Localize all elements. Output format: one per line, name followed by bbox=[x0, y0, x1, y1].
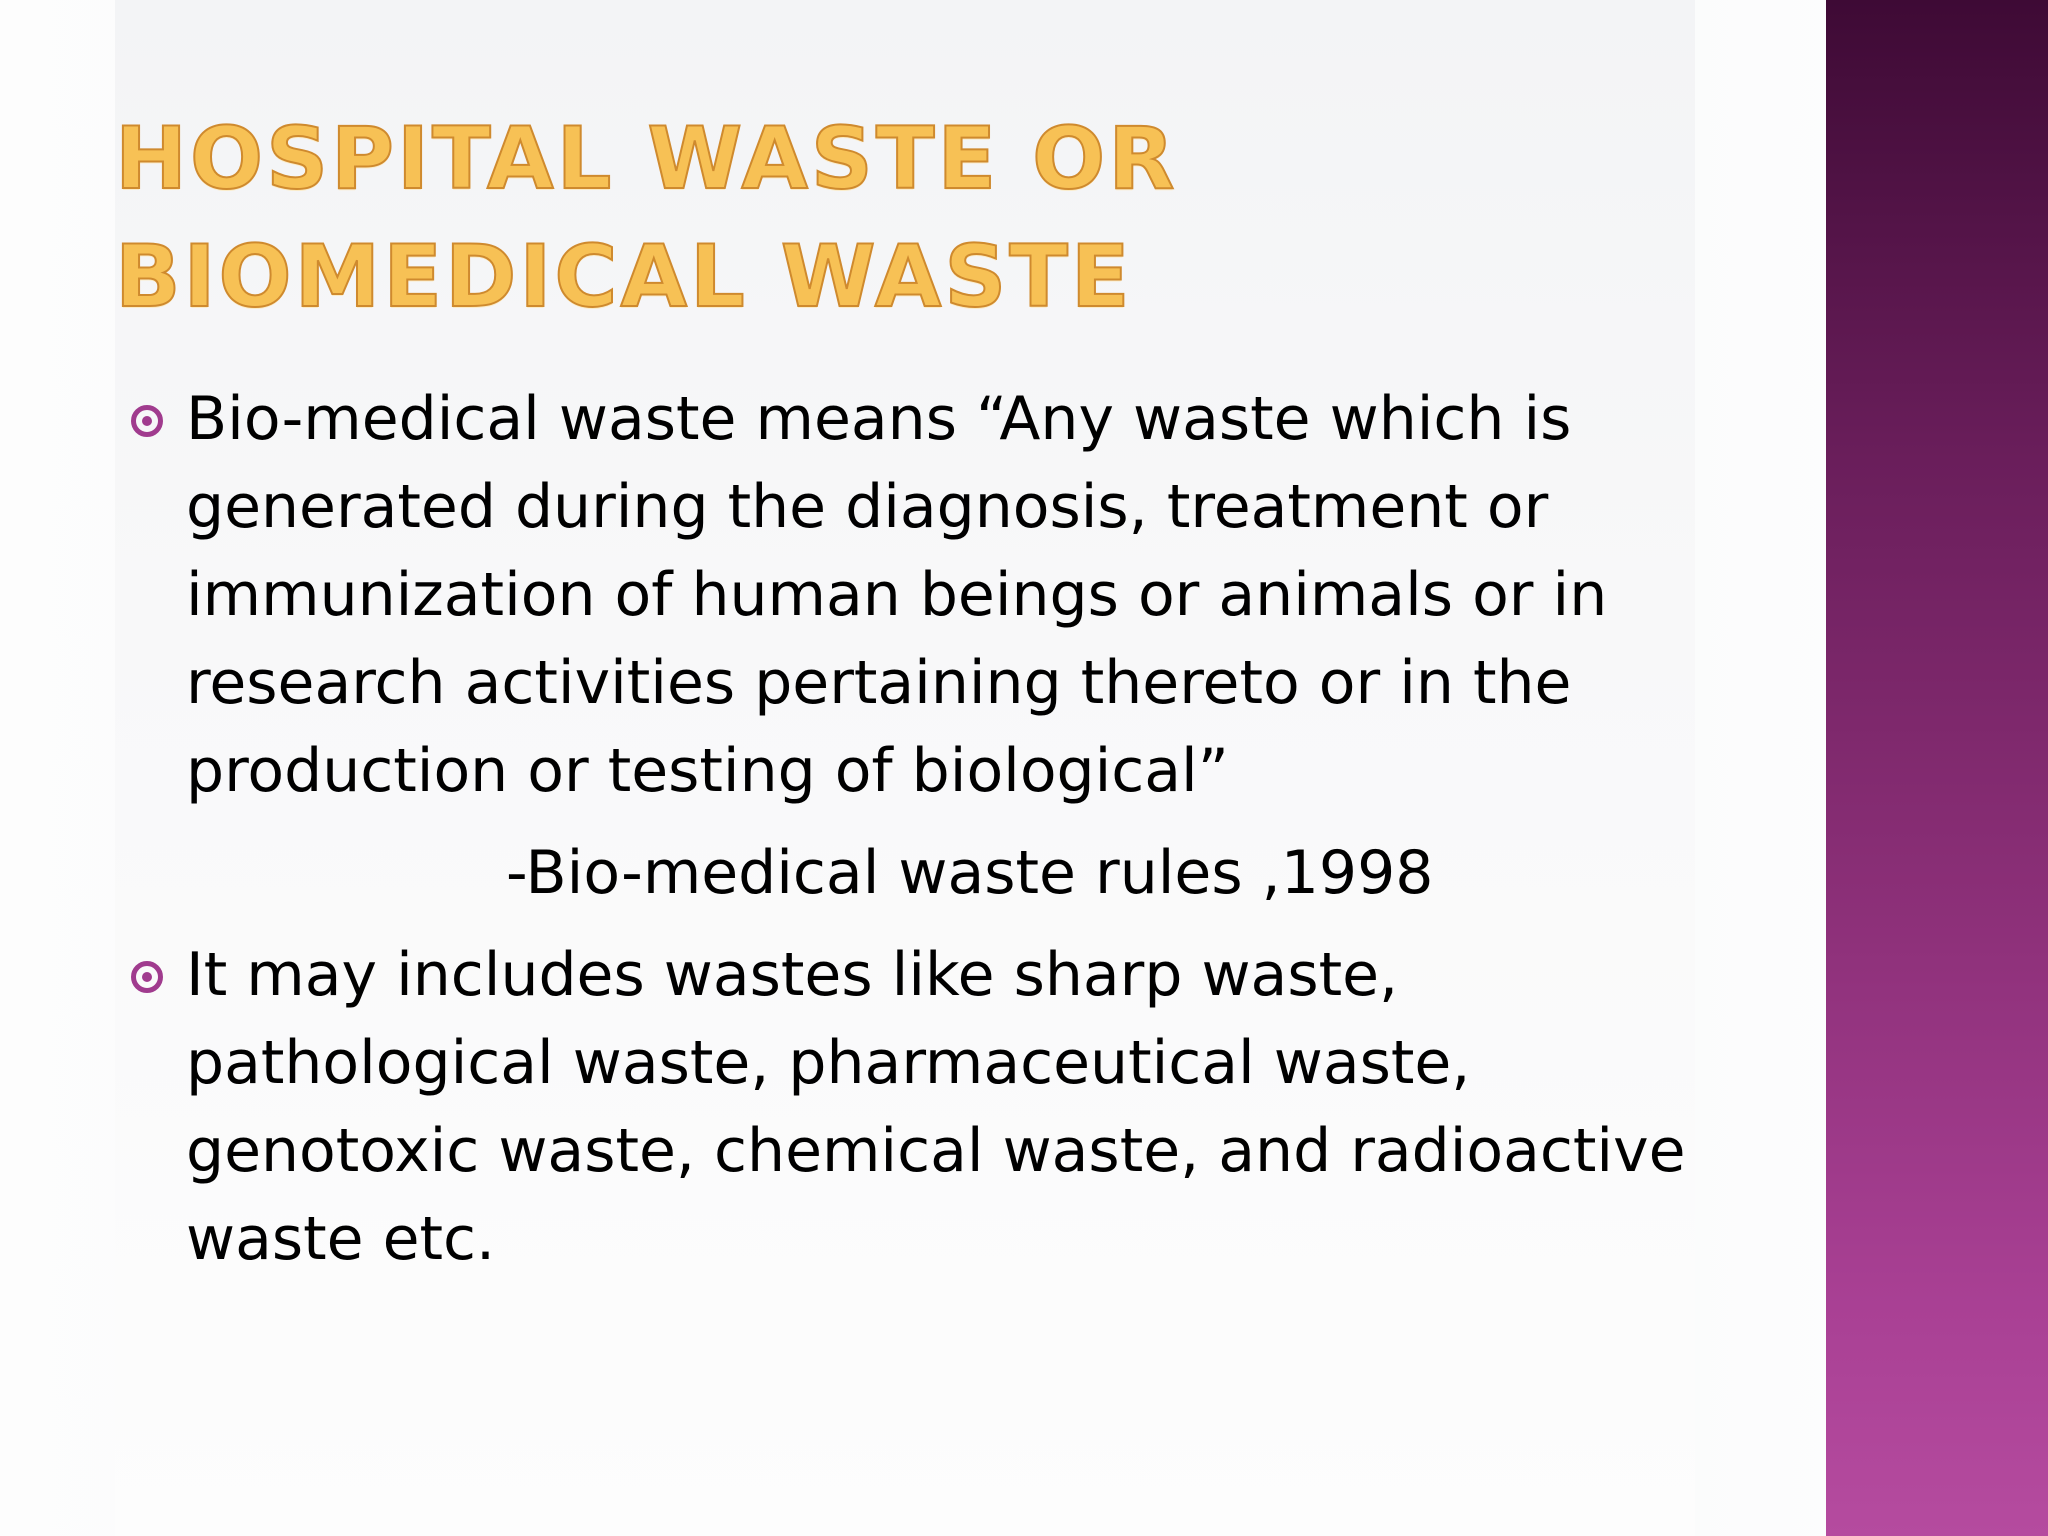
bullet-item-types bbox=[115, 931, 1715, 1283]
decorative-side-band bbox=[1826, 0, 2048, 1536]
bullet-text: Bio-medical waste means “Any waste which is generated during the diagnosis, treatment or immunization of human beings or animals or in research activities pertaining thereto or in the production or testing of biological” bbox=[186, 384, 1608, 806]
slide-title: HOSPITAL WASTE OR BIOMEDICAL WASTE bbox=[115, 109, 1178, 327]
bullet-text: It may includes wastes like sharp waste, pathological waste, pharmaceutical waste, genotoxic waste, chemical waste, and radioactive waste etc. bbox=[186, 940, 1686, 1274]
circled-dot-icon bbox=[131, 405, 163, 437]
citation: -Bio-medical waste rules ,1998 bbox=[506, 838, 1434, 908]
bullet-item-definition bbox=[115, 375, 1715, 917]
bullet-list bbox=[115, 375, 1715, 1283]
circled-dot-icon bbox=[131, 961, 163, 993]
